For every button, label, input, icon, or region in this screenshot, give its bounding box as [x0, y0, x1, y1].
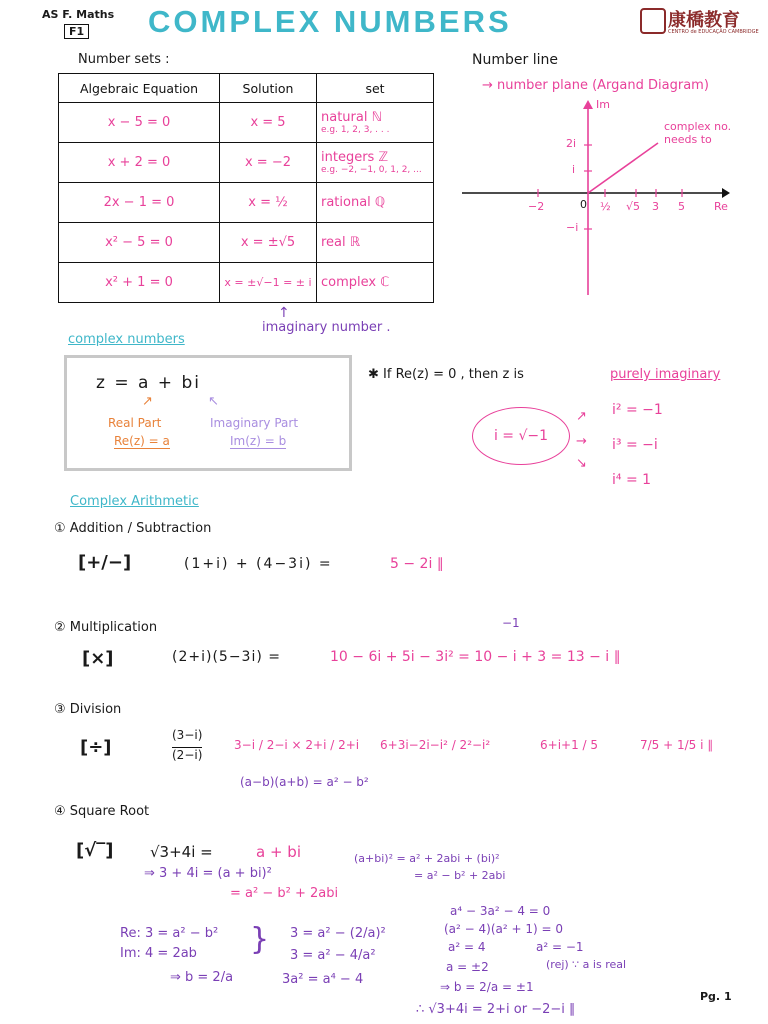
quartic-step: a² = 4 — [448, 940, 486, 954]
power-item: i³ = −i — [612, 437, 658, 453]
table-row — [59, 263, 434, 303]
table-row — [59, 223, 434, 263]
set-cell: complex ℂ — [317, 263, 434, 303]
logo-subtext: CENTRO de EDUCAÇÃO CAMBRIDGE — [668, 29, 759, 35]
arithmetic-heading: Complex Arithmetic — [70, 494, 199, 509]
solution-cell: x = 5 — [220, 103, 317, 143]
division-expr-den: (2−i) — [172, 748, 203, 762]
complex-vector — [588, 143, 658, 193]
division-step3: 6+i+1 / 5 — [540, 738, 599, 752]
table-header-row — [59, 74, 434, 103]
imag-part-label: Imaginary Part — [210, 416, 299, 430]
set-name: integers ℤ — [321, 150, 389, 165]
equation-cell: x − 5 = 0 — [59, 103, 220, 143]
imag-arrow-icon: ↖ — [208, 394, 219, 409]
power-arrow-icon: ↘ — [576, 456, 587, 471]
sqrt-expand-note: (a+bi)² = a² + 2abi + (bi)² — [354, 852, 500, 865]
col-header: Solution — [220, 74, 317, 103]
real-part-def: Re(z) = a — [114, 434, 170, 448]
multiplication-result: 10 − 6i + 5i − 3i² = 10 − i + 3 = 13 − i ∥ — [330, 649, 621, 665]
equation-cell: 2x − 1 = 0 — [59, 183, 220, 223]
set-name: natural ℕ — [321, 110, 383, 125]
division-identity: (a−b)(a+b) = a² − b² — [240, 775, 369, 789]
number-sets-heading: Number sets : — [78, 52, 170, 67]
addition-symbol: [+/−] — [78, 552, 132, 573]
quartic-step: ⇒ b = 2/a = ±1 — [440, 980, 534, 994]
quartic-step: (a² − 4)(a² + 1) = 0 — [444, 922, 564, 936]
sqrt-expand-note2: = a² − b² + 2abi — [414, 869, 506, 882]
sub-step: 3a² = a⁴ − 4 — [282, 972, 364, 987]
complex-numbers-heading: complex numbers — [68, 332, 185, 347]
argand-note: → number plane (Argand Diagram) — [482, 78, 709, 93]
sqrt-final: ∴ √3+4i = 2+i or −2−i ∥ — [416, 1002, 576, 1017]
re-label: Re — [714, 200, 728, 213]
set-example: e.g. 1, 2, 3, . . . — [321, 125, 390, 135]
multiplication-symbol: [×] — [82, 648, 114, 669]
sqrt-line2: = a² − b² + 2abi — [230, 886, 339, 901]
reject-note: (rej) ∵ a is real — [546, 958, 627, 971]
solution-cell: x = ±√−1 = ± i — [220, 263, 317, 303]
table-row — [59, 103, 434, 143]
purely-condition: ✱ If Re(z) = 0 , then z is — [368, 367, 524, 382]
course-label: AS F. Maths — [42, 8, 115, 21]
power-item: i² = −1 — [612, 402, 663, 418]
i-definition: i = √−1 — [472, 407, 570, 465]
col-header: set — [317, 74, 434, 103]
page-number: Pg. 1 — [700, 990, 732, 1003]
imag-axis-arrow-icon — [583, 100, 593, 109]
addition-expr: (1+i) + (4−3i) = — [184, 556, 333, 572]
set-cell — [317, 103, 434, 143]
equation-cell: x² + 1 = 0 — [59, 263, 220, 303]
table-row — [59, 183, 434, 223]
multiplication-expr: (2+i)(5−3i) = — [172, 649, 281, 665]
division-step1: 3−i / 2−i × 2+i / 2+i — [234, 738, 360, 752]
addition-title: ① Addition / Subtraction — [54, 521, 212, 536]
logo — [640, 6, 766, 40]
set-cell: rational ℚ — [317, 183, 434, 223]
sqrt-title: ④ Square Root — [54, 804, 150, 819]
solution-cell: x = ½ — [220, 183, 317, 223]
division-result: 7/5 + 1/5 i ∥ — [640, 738, 714, 752]
number-line-heading: Number line — [472, 52, 558, 68]
y-tick-label: i — [572, 163, 576, 176]
division-step2: 6+3i−2i−i² / 2²−i² — [380, 738, 491, 752]
x-tick-label: ½ — [600, 200, 611, 213]
power-arrow-icon: → — [576, 434, 587, 449]
solution-cell: x = ±√5 — [220, 223, 317, 263]
division-title: ③ Division — [54, 702, 122, 717]
number-sets-table — [58, 73, 434, 303]
solution-cell: x = −2 — [220, 143, 317, 183]
imag-part-def: Im(z) = b — [230, 434, 287, 448]
imaginary-arrow-icon: ↑ — [278, 305, 290, 321]
x-tick-label: 0 — [580, 198, 587, 211]
col-header: Algebraic Equation — [59, 74, 220, 103]
y-tick-label: 2i — [566, 137, 577, 150]
re-equation: Re: 3 = a² − b² — [120, 926, 219, 941]
power-arrow-icon: ↗ — [576, 409, 587, 424]
sqrt-form: a + bi — [256, 843, 301, 861]
page-title: COMPLEX NUMBERS — [148, 4, 512, 39]
im-label: Im — [596, 98, 610, 111]
b-equation: ⇒ b = 2/a — [170, 970, 234, 985]
logo-icon — [640, 8, 666, 34]
unit-label: F1 — [64, 24, 89, 39]
quartic-step: a² = −1 — [536, 940, 584, 954]
im-equation: Im: 4 = 2ab — [120, 946, 197, 961]
division-expr-num: (3−i) — [172, 728, 203, 742]
equation-cell: x² − 5 = 0 — [59, 223, 220, 263]
set-example: e.g. −2, −1, 0, 1, 2, ... — [321, 165, 422, 175]
x-tick-label: √5 — [626, 200, 641, 213]
x-tick-label: 3 — [652, 200, 659, 213]
sqrt-expr: √3+4i = — [150, 843, 213, 861]
complex-note: complex no. needs to — [664, 120, 732, 146]
power-item: i⁴ = 1 — [612, 472, 652, 488]
y-tick-label: −i — [566, 221, 579, 234]
multiplication-title: ② Multiplication — [54, 620, 158, 635]
brace-icon: } — [250, 922, 270, 957]
real-part-label: Real Part — [108, 416, 162, 430]
sqrt-symbol: [√‾] — [76, 840, 114, 861]
complex-form: z = a + bi — [96, 373, 201, 393]
set-cell: real ℝ — [317, 223, 434, 263]
table-row — [59, 143, 434, 183]
multiplication-note: −1 — [502, 616, 520, 630]
sub-step: 3 = a² − (2/a)² — [290, 926, 386, 941]
imaginary-note: imaginary number . — [262, 320, 391, 335]
real-arrow-icon: ↗ — [142, 394, 153, 409]
x-tick-label: −2 — [528, 200, 545, 213]
sqrt-line1: ⇒ 3 + 4i = (a + bi)² — [144, 866, 272, 881]
quartic-step: a⁴ − 3a² − 4 = 0 — [450, 904, 551, 918]
x-tick-label: 5 — [678, 200, 685, 213]
logo-text: 康橋教育 — [668, 10, 740, 31]
set-cell — [317, 143, 434, 183]
equation-cell: x + 2 = 0 — [59, 143, 220, 183]
division-symbol: [÷] — [80, 737, 112, 758]
purely-imaginary: purely imaginary — [610, 367, 721, 382]
sub-step: 3 = a² − 4/a² — [290, 948, 376, 963]
quartic-step: a = ±2 — [446, 960, 489, 974]
real-axis-arrow-icon — [722, 188, 730, 198]
addition-result: 5 − 2i ∥ — [390, 556, 444, 572]
